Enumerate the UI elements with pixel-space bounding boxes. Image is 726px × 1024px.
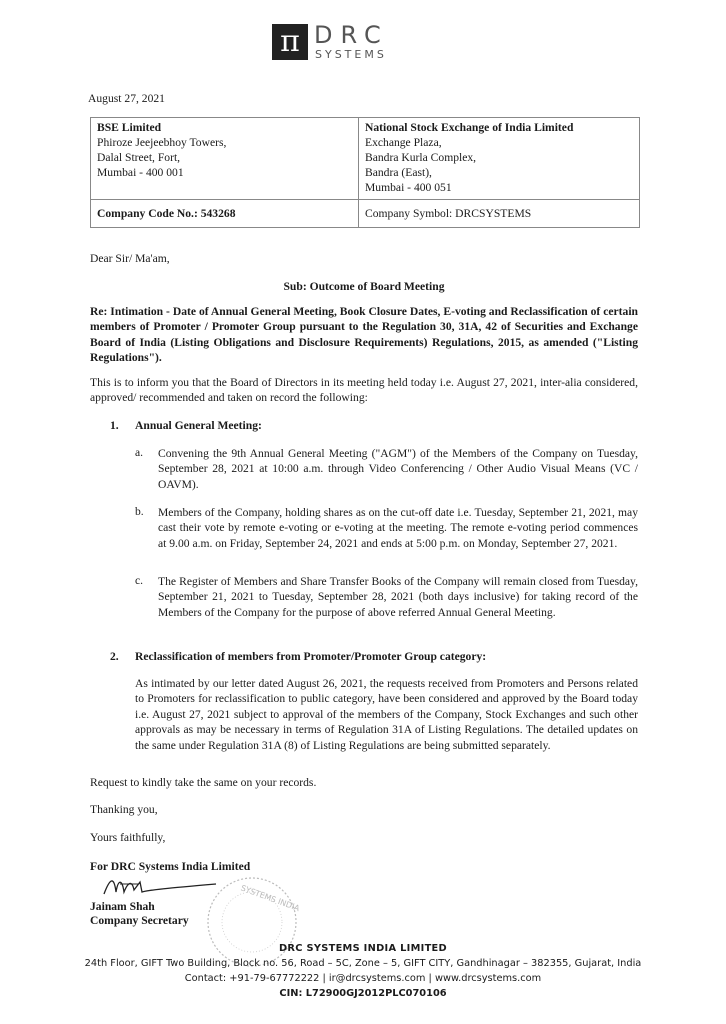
section-1-title: Annual General Meeting: (135, 419, 262, 432)
footer-company: DRC SYSTEMS INDIA LIMITED (279, 943, 447, 954)
footer-contact: Contact: +91-79-67772222 | ir@drcsystems.com | www.drcsystems.com (184, 973, 542, 984)
company-seal-icon (198, 874, 306, 970)
company-code: Company Code No.: 543268 (91, 200, 359, 228)
address-line: Mumbai - 400 001 (97, 166, 184, 179)
thanks-line: Thanking you, (90, 803, 158, 816)
footer-cin: CIN: L72900GJ2012PLC070106 (279, 988, 447, 999)
seal-text: SYSTEMS INDIA (239, 883, 301, 914)
address-line: Dalal Street, Fort, (97, 151, 181, 164)
signatory-name: Jainam Shah (90, 900, 155, 913)
addressee-table (90, 117, 640, 228)
section-2-number: 2. (110, 650, 119, 663)
logo-name: DRC (314, 21, 389, 49)
pi-logo-icon: π (272, 24, 308, 60)
bse-address (91, 118, 359, 200)
logo-subtitle: SYSTEMS (315, 48, 387, 61)
salutation: Dear Sir/ Ma'am, (90, 252, 170, 265)
item-c-letter: c. (135, 574, 144, 587)
address-line: Mumbai - 400 051 (365, 181, 452, 194)
item-b-text: Members of the Company, holding shares as on the cut-off date i.e. Tuesday, September 21, 2021, may cast their vote by remote e-voting or e-voting at the meeting. The remote e-voting period commences at 9.00 a.m. on Friday, September 24, 2021 and ends at 5:00 p.m. on Monday, September 27, 2021. (158, 506, 638, 550)
letter-date: August 27, 2021 (88, 92, 165, 105)
re-line: Re: Intimation - Date of Annual General Meeting, Book Closure Dates, E-voting and Reclassification of certain members of Promoter / Promoter Group pursuant to the Regulation 30, 31A, 42 of Securities and Exchange Board of India (Listing Obligations and Disclosure Requirements) Regulations, 2015, as amended ("Listing Regulations"). (90, 305, 638, 365)
nse-name: National Stock Exchange of India Limited (365, 121, 574, 134)
address-line: Bandra (East), (365, 166, 432, 179)
closing-line: Yours faithfully, (90, 831, 166, 844)
signatory-title: Company Secretary (90, 914, 189, 927)
signatory-company: For DRC Systems India Limited (90, 860, 251, 873)
footer-address: 24th Floor, GIFT Two Building, Block no. 56, Road – 5C, Zone – 5, GIFT CITY, Gandhinagar – 382355, Gujarat, India (84, 958, 642, 969)
company-symbol: Company Symbol: DRCSYSTEMS (359, 200, 640, 228)
address-line: Exchange Plaza, (365, 136, 442, 149)
section-1-number: 1. (110, 419, 119, 432)
item-a-text: Convening the 9th Annual General Meeting ("AGM") of the Members of the Company on Tuesday, September 28, 2021 at 10:00 a.m. through Video Conferencing / Other Audio Visual Means (VC / OAVM). (158, 447, 638, 491)
item-a-letter: a. (135, 446, 144, 459)
item-c-text: The Register of Members and Share Transfer Books of the Company will remain closed from Tuesday, September 21, 2021 to Tuesday, September 28, 2021 (both days inclusive) for taking record of the Members of the Company for the purpose of above referred Annual General Meeting. (158, 575, 638, 619)
section-2-title: Reclassification of members from Promoter/Promoter Group category: (135, 650, 487, 663)
nse-address (359, 118, 640, 200)
item-b-letter: b. (135, 505, 144, 518)
subject-line: Sub: Outcome of Board Meeting (283, 280, 445, 293)
section-2-text: As intimated by our letter dated August 26, 2021, the requests received from Promoters and Persons related to Promoters for reclassification to public category, have been considered and approved by the Board today i.e. August 27, 2021 subject to approval of the members of the Company, Stock Exchanges and such other approvals as may be necessary in terms of Regulation 31A of Listing Regulations. The detailed updates on the same under Regulation 31A (8) of Listing Regulations are being submitted separately. (135, 677, 638, 752)
intro-paragraph: This is to inform you that the Board of Directors in its meeting held today i.e. August 27, 2021, inter-alia considered, approved/ recommended and taken on record the following: (90, 376, 638, 405)
bse-name: BSE Limited (97, 121, 162, 134)
request-line: Request to kindly take the same on your records. (90, 776, 317, 789)
address-line: Bandra Kurla Complex, (365, 151, 477, 164)
company-logo (272, 22, 412, 66)
address-line: Phiroze Jeejeebhoy Towers, (97, 136, 227, 149)
